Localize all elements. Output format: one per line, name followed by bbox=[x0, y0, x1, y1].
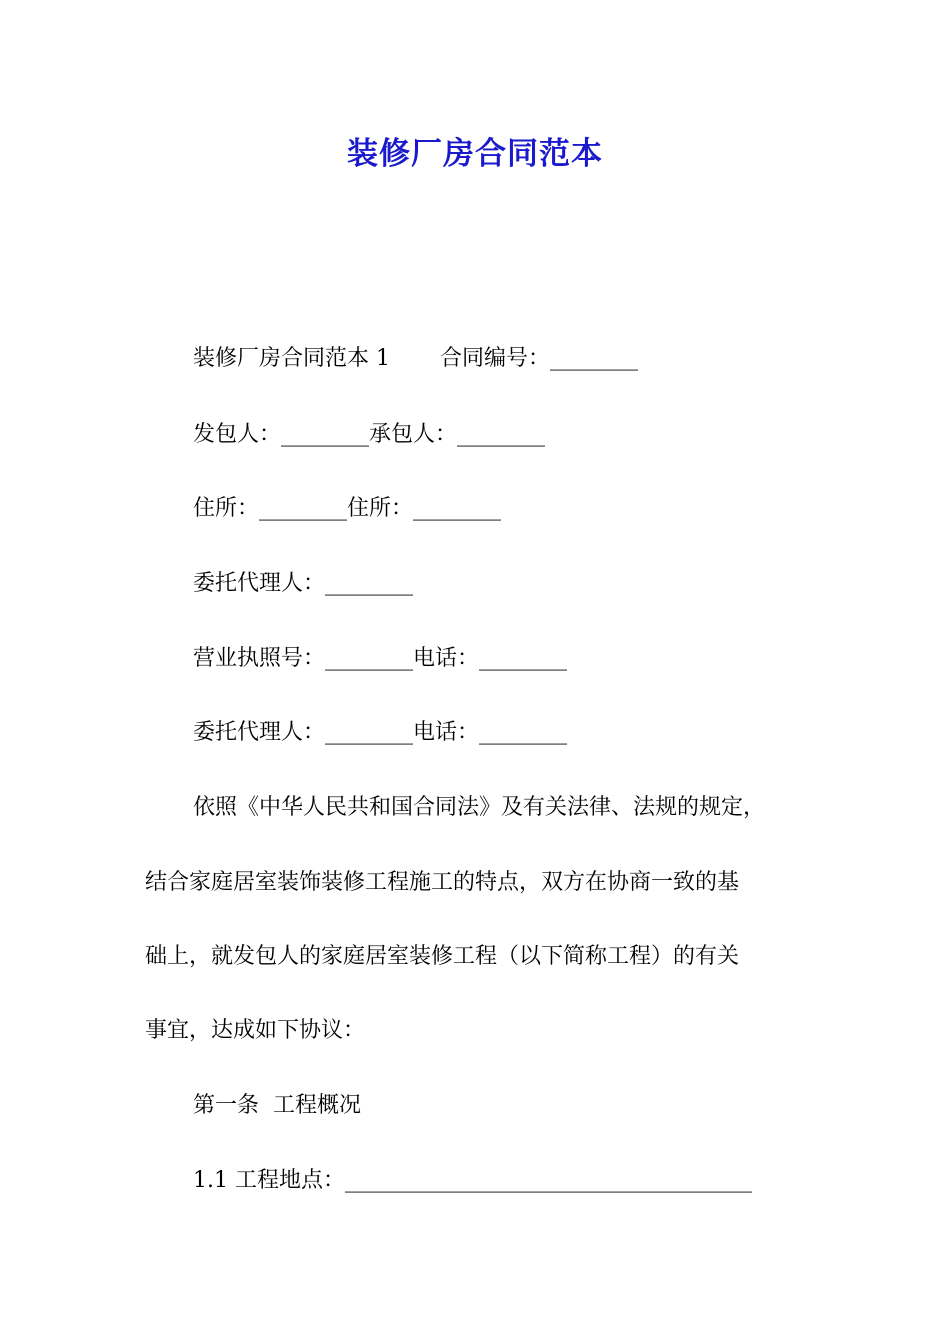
intro-paragraph-line-4: 事宜，达成如下协议： bbox=[145, 1018, 366, 1043]
party-names-field: 发包人：________承包人：________ bbox=[193, 422, 546, 447]
clause-1-1-project-location: 1.1 工程地点：_____________________________________ bbox=[193, 1168, 752, 1193]
intro-paragraph-line-2: 结合家庭居室装饰装修工程施工的特点，双方在协商一致的基 bbox=[145, 870, 740, 895]
business-license-phone-field: 营业执照号：________电话：________ bbox=[193, 646, 568, 671]
agent-phone-field: 委托代理人：________电话：________ bbox=[193, 720, 568, 745]
intro-paragraph-line-3: 础上，就发包人的家庭居室装修工程（以下简称工程）的有关 bbox=[145, 944, 740, 969]
party-address-field: 住所：________住所：________ bbox=[193, 496, 502, 521]
document-title: 装修厂房合同范本 bbox=[347, 136, 603, 172]
contract-number-field: 合同编号：________ bbox=[440, 346, 639, 371]
contract-subtitle: 装修厂房合同范本 1 bbox=[193, 346, 390, 371]
contract-header-line bbox=[193, 344, 638, 374]
agent-field: 委托代理人：________ bbox=[193, 571, 414, 596]
section-heading: 第一条 工程概况 bbox=[193, 1093, 361, 1118]
intro-paragraph-line-1: 依照《中华人民共和国合同法》及有关法律、法规的规定， bbox=[193, 795, 766, 820]
